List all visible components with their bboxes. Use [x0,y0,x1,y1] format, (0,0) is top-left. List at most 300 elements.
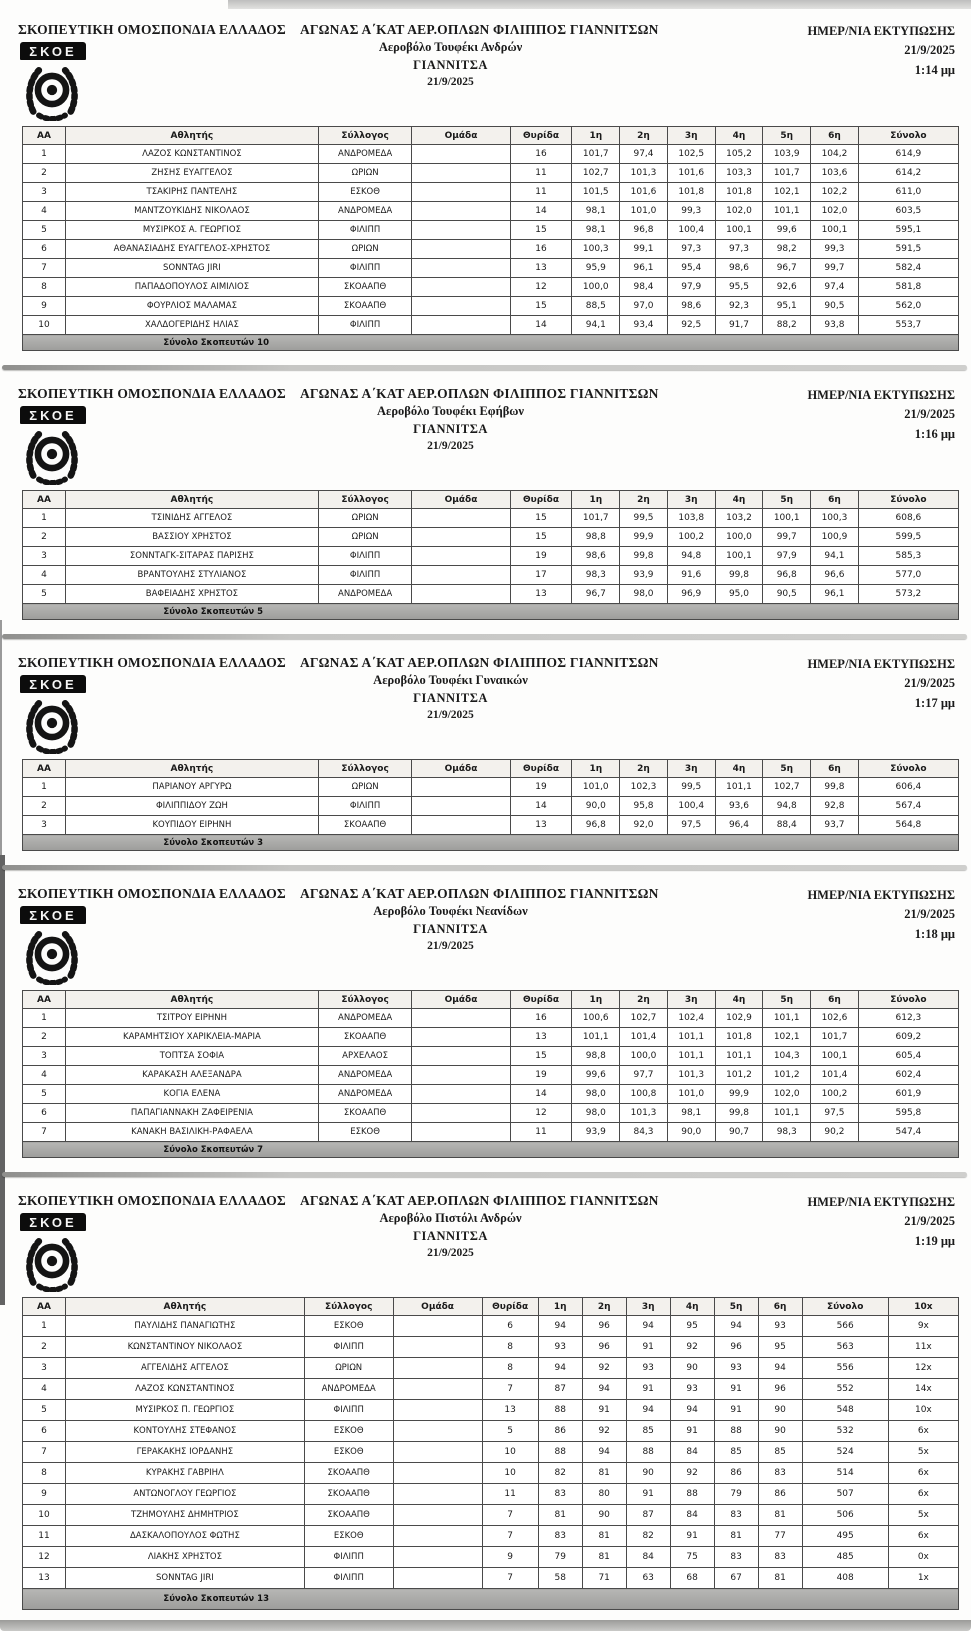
skoe-logo-banner: ΣΚΟΕ [20,675,86,693]
booth-cell: 17 [510,566,572,585]
series-6-cell: 94,1 [811,547,859,566]
table-row [23,1066,959,1085]
booth-cell: 8 [482,1358,538,1379]
series-2-cell: 98,4 [620,278,668,297]
series-1-cell: 101,1 [572,1028,620,1047]
series-4-cell: 75 [670,1547,714,1568]
booth-cell: 10 [482,1442,538,1463]
table-row [23,1568,959,1589]
team-cell [412,585,510,604]
booth-cell: 9 [482,1547,538,1568]
athlete-cell: ΚΩΝΣΤΑΝΤΙΝΟΥ ΝΙΚΟΛΑΟΣ [66,1337,305,1358]
total-cell: 532 [802,1421,888,1442]
rank-cell: 3 [23,1047,66,1066]
athlete-cell: ΠΑΡΙΑΝΟΥ ΑΡΓΥΡΩ [66,778,319,797]
column-header: 1η [572,991,620,1009]
column-header: Θυρίδα [510,760,572,778]
total-cell: 601,9 [858,1085,958,1104]
tens-cell: 12x [888,1358,958,1379]
table-row [23,528,959,547]
series-2-cell: 94 [582,1442,626,1463]
rank-cell: 4 [23,1379,66,1400]
total-cell: 605,4 [858,1047,958,1066]
series-3-cell: 97,5 [667,816,715,835]
booth-cell: 13 [482,1400,538,1421]
athlete-cell: ΤΟΠΤΣΑ ΣΟΦΙΑ [66,1047,319,1066]
print-info [807,22,955,80]
column-header: Σύνολο [802,1298,888,1316]
series-2-cell: 101,6 [620,183,668,202]
tens-cell: 6x [888,1421,958,1442]
series-2-cell: 102,3 [620,778,668,797]
series-5-cell: 91 [714,1379,758,1400]
results-table [22,126,959,351]
series-3-cell: 87 [626,1505,670,1526]
series-6-cell: 103,6 [811,164,859,183]
column-header: 4η [715,760,763,778]
series-6-cell: 96 [758,1379,802,1400]
series-3-cell: 96,9 [667,585,715,604]
series-4-cell: 101,1 [715,778,763,797]
federation-title: ΣΚΟΠΕΥΤΙΚΗ ΟΜΟΣΠΟΝΔΙΑ ΕΛΛΑΔΟΣ [18,386,286,401]
series-4-cell: 100,1 [715,547,763,566]
rank-cell: 1 [23,145,66,164]
column-header: ΑΑ [23,760,66,778]
print-label: ΗΜΕΡ/ΝΙΑ ΕΚΤΥΠΩΣΗΣ [807,657,955,671]
series-1-cell: 98,6 [572,547,620,566]
tens-cell: 14x [888,1379,958,1400]
series-1-cell: 98,8 [572,528,620,547]
series-3-cell: 63 [626,1568,670,1589]
series-6-cell: 97,5 [811,1104,859,1123]
team-cell [393,1484,482,1505]
team-cell [393,1463,482,1484]
series-4-cell: 102,0 [715,202,763,221]
athlete-cell: ΚΟΝΤΟΥΛΗΣ ΣΤΕΦΑΝΟΣ [66,1421,305,1442]
booth-cell: 14 [510,797,572,816]
series-6-cell: 86 [758,1484,802,1505]
booth-cell: 12 [510,1104,572,1123]
club-cell: ΣΚΟΑΑΠΘ [318,297,412,316]
team-cell [412,202,510,221]
series-5-cell: 95,1 [763,297,811,316]
booth-cell: 11 [482,1484,538,1505]
booth-cell: 13 [510,585,572,604]
total-cell: 595,8 [858,1104,958,1123]
event-location: ΓΙΑΝΝΙΤΣΑ [413,422,488,436]
series-2-cell: 92,0 [620,816,668,835]
column-header: 2η [620,127,668,145]
series-4-cell: 95,0 [715,585,763,604]
booth-cell: 7 [482,1526,538,1547]
series-6-cell: 90,2 [811,1123,859,1142]
total-cell: 507 [802,1484,888,1505]
club-cell: ΦΙΛΙΠΠ [318,259,412,278]
series-1-cell: 98,0 [572,1085,620,1104]
team-cell [412,1066,510,1085]
total-cell: 556 [802,1358,888,1379]
table-row [23,1104,959,1123]
column-header: 4η [715,491,763,509]
total-cell: 495 [802,1526,888,1547]
skoe-logo [18,675,92,759]
target-laurel-icon [22,1230,92,1297]
series-3-cell: 88 [626,1442,670,1463]
rank-cell: 1 [23,1009,66,1028]
athlete-cell: ΤΣΙΤΡΟΥ ΕΙΡΗΝΗ [66,1009,319,1028]
series-6-cell: 101,7 [811,1028,859,1047]
event-date: 21/9/2025 [427,709,474,721]
series-6-cell: 93 [758,1316,802,1337]
column-header: 2η [620,991,668,1009]
print-info [807,655,955,713]
column-header: Σύλλογος [318,127,412,145]
series-3-cell: 95,4 [667,259,715,278]
series-1-cell: 98,8 [572,1047,620,1066]
print-time: 1:19 μμ [914,1233,955,1248]
table-row [23,1316,959,1337]
competition-title: ΑΓΩΝΑΣ Α΄ΚΑΤ ΑΕΡ.ΟΠΛΩΝ ΦΙΛΙΠΠΟΣ ΓΙΑΝΝΙΤΣΩΝ [299,886,659,901]
column-header: Ομάδα [412,491,510,509]
team-cell [412,259,510,278]
series-3-cell: 97,9 [667,278,715,297]
series-4-cell: 93 [670,1379,714,1400]
event-title: Αεροβόλο Τουφέκι Νεανίδων [373,904,528,918]
print-date: 21/9/2025 [904,676,955,691]
series-1-cell: 96,7 [572,585,620,604]
team-cell [393,1568,482,1589]
series-5-cell: 98,2 [763,240,811,259]
column-header: 5η [714,1298,758,1316]
booth-cell: 6 [482,1316,538,1337]
series-1-cell: 101,7 [572,145,620,164]
total-cell: 564,8 [858,816,958,835]
team-cell [412,278,510,297]
table-footer-label: Σύνολο Σκοπευτών 13 [23,1589,959,1610]
series-1-cell: 83 [538,1484,582,1505]
athlete-cell: ΤΖΗΜΟΥΛΗΣ ΔΗΜΗΤΡΙΟΣ [66,1505,305,1526]
series-5-cell: 88,4 [763,816,811,835]
series-2-cell: 99,8 [620,547,668,566]
series-1-cell: 58 [538,1568,582,1589]
team-cell [412,797,510,816]
column-header: Σύνολο [858,127,958,145]
print-date: 21/9/2025 [904,1214,955,1229]
athlete-cell: ΚΑΡΑΚΑΣΗ ΑΛΕΞΑΝΔΡΑ [66,1066,319,1085]
series-3-cell: 100,4 [667,221,715,240]
series-3-cell: 101,8 [667,183,715,202]
series-1-cell: 88 [538,1400,582,1421]
target-laurel-icon [22,923,92,990]
booth-cell: 7 [482,1379,538,1400]
athlete-cell: SONNTAG JIRI [66,259,319,278]
total-cell: 606,4 [858,778,958,797]
total-cell: 591,5 [858,240,958,259]
team-cell [412,509,510,528]
series-5-cell: 88,2 [763,316,811,335]
team-cell [412,164,510,183]
athlete-cell: ΜΥΣΙΡΚΟΣ Π. ΓΕΩΡΓΙΟΣ [66,1400,305,1421]
booth-cell: 11 [510,164,572,183]
page-edge-artifact [0,1620,971,1631]
booth-cell: 13 [510,816,572,835]
athlete-cell: ΚΥΡΑΚΗΣ ΓΑΒΡΙΗΛ [66,1463,305,1484]
athlete-cell: ΒΑΦΕΙΑΔΗΣ ΧΡΗΣΤΟΣ [66,585,319,604]
total-cell: 611,0 [858,183,958,202]
booth-cell: 15 [510,1047,572,1066]
table-row [23,816,959,835]
total-cell: 547,4 [858,1123,958,1142]
table-header [23,760,959,778]
series-5-cell: 100,1 [763,509,811,528]
print-label: ΗΜΕΡ/ΝΙΑ ΕΚΤΥΠΩΣΗΣ [807,888,955,902]
series-3-cell: 82 [626,1526,670,1547]
booth-cell: 7 [482,1568,538,1589]
series-2-cell: 101,3 [620,1104,668,1123]
club-cell: ΑΝΔΡΟΜΕΔΑ [304,1379,393,1400]
skoe-logo-banner: ΣΚΟΕ [20,1213,86,1231]
rank-cell: 2 [23,164,66,183]
column-header: 6η [811,760,859,778]
club-cell: ΑΝΔΡΟΜΕΔΑ [318,1085,412,1104]
series-2-cell: 80 [582,1484,626,1505]
section-header [10,22,961,126]
total-cell: 563 [802,1337,888,1358]
booth-cell: 14 [510,202,572,221]
print-time: 1:16 μμ [914,426,955,441]
series-5-cell: 79 [714,1484,758,1505]
series-6-cell: 100,1 [811,1047,859,1066]
series-4-cell: 98,6 [715,259,763,278]
total-cell: 595,1 [858,221,958,240]
series-5-cell: 85 [714,1442,758,1463]
table-row [23,1028,959,1047]
column-header: 3η [667,127,715,145]
table-row [23,221,959,240]
skoe-logo [18,406,92,490]
club-cell: ΩΡΙΩΝ [318,509,412,528]
tens-cell: 5x [888,1442,958,1463]
total-cell: 599,5 [858,528,958,547]
series-4-cell: 100,1 [715,221,763,240]
club-cell: ΑΝΔΡΟΜΕΔΑ [318,1009,412,1028]
athlete-cell: ΧΑΛΔΟΓΕΡΙΔΗΣ ΗΛΙΑΣ [66,316,319,335]
total-cell: 612,3 [858,1009,958,1028]
series-5-cell: 94 [714,1316,758,1337]
table-row [23,1505,959,1526]
total-cell: 582,4 [858,259,958,278]
page-edge-artifact [2,865,967,870]
series-1-cell: 101,7 [572,509,620,528]
series-2-cell: 101,3 [620,164,668,183]
series-5-cell: 102,1 [763,183,811,202]
total-cell: 514 [802,1463,888,1484]
series-4-cell: 99,8 [715,566,763,585]
series-5-cell: 92,6 [763,278,811,297]
series-4-cell: 101,2 [715,1066,763,1085]
print-date: 21/9/2025 [904,907,955,922]
booth-cell: 15 [510,528,572,547]
total-cell: 485 [802,1547,888,1568]
column-header: Σύλλογος [318,491,412,509]
team-cell [412,145,510,164]
booth-cell: 5 [482,1421,538,1442]
series-2-cell: 99,1 [620,240,668,259]
club-cell: ΣΚΟΑΑΠΘ [304,1505,393,1526]
table-row [23,1421,959,1442]
series-4-cell: 91 [670,1421,714,1442]
series-6-cell: 94 [758,1358,802,1379]
series-3-cell: 100,4 [667,797,715,816]
column-header: 3η [626,1298,670,1316]
section-header [10,386,961,490]
series-3-cell: 93 [626,1358,670,1379]
club-cell: ΦΙΛΙΠΠ [304,1337,393,1358]
series-1-cell: 98,0 [572,1104,620,1123]
series-4-cell: 103,3 [715,164,763,183]
column-header: Θυρίδα [510,491,572,509]
series-5-cell: 96,7 [763,259,811,278]
series-1-cell: 82 [538,1463,582,1484]
event-location: ΓΙΑΝΝΙΤΣΑ [413,58,488,72]
total-cell: 566 [802,1316,888,1337]
booth-cell: 11 [510,183,572,202]
table-row [23,566,959,585]
total-cell: 614,9 [858,145,958,164]
rank-cell: 3 [23,1358,66,1379]
club-cell: ΦΙΛΙΠΠ [304,1547,393,1568]
athlete-cell: SONNTAG JIRI [66,1568,305,1589]
series-2-cell: 96,1 [620,259,668,278]
club-cell: ΑΝΔΡΟΜΕΔΑ [318,202,412,221]
series-1-cell: 94 [538,1358,582,1379]
club-cell: ΕΣΚΟΘ [304,1316,393,1337]
series-4-cell: 101,8 [715,1028,763,1047]
series-5-cell: 90,5 [763,585,811,604]
table-row [23,1442,959,1463]
table-header [23,491,959,509]
column-header: Αθλητής [66,127,319,145]
total-cell: 506 [802,1505,888,1526]
series-3-cell: 101,1 [667,1047,715,1066]
column-header: ΑΑ [23,491,66,509]
table-footer [23,335,959,351]
column-header: 6η [811,491,859,509]
total-cell: 408 [802,1568,888,1589]
series-4-cell: 84 [670,1505,714,1526]
tens-cell: 1x [888,1568,958,1589]
series-4-cell: 95 [670,1316,714,1337]
series-3-cell: 91,6 [667,566,715,585]
column-header: 5η [763,760,811,778]
target-laurel-icon [22,692,92,759]
series-6-cell: 97,4 [811,278,859,297]
series-5-cell: 83 [714,1547,758,1568]
federation-title: ΣΚΟΠΕΥΤΙΚΗ ΟΜΟΣΠΟΝΔΙΑ ΕΛΛΑΔΟΣ [18,655,286,670]
club-cell: ΕΣΚΟΘ [318,1123,412,1142]
table-row [23,1547,959,1568]
federation-title: ΣΚΟΠΕΥΤΙΚΗ ΟΜΟΣΠΟΝΔΙΑ ΕΛΛΑΔΟΣ [18,886,286,901]
series-3-cell: 102,4 [667,1009,715,1028]
column-header: 6η [811,127,859,145]
series-4-cell: 68 [670,1568,714,1589]
club-cell: ΦΙΛΙΠΠ [318,547,412,566]
series-4-cell: 103,2 [715,509,763,528]
series-3-cell: 99,5 [667,778,715,797]
event-date: 21/9/2025 [427,440,474,452]
series-5-cell: 101,1 [763,1009,811,1028]
rank-cell: 6 [23,240,66,259]
total-cell: 573,2 [858,585,958,604]
series-4-cell: 97,3 [715,240,763,259]
column-header: 5η [763,127,811,145]
club-cell: ΕΣΚΟΘ [304,1442,393,1463]
booth-cell: 15 [510,297,572,316]
series-3-cell: 102,5 [667,145,715,164]
team-cell [412,566,510,585]
column-header: 1η [572,127,620,145]
results-table [22,990,959,1158]
column-header: Σύνολο [858,991,958,1009]
section-header [10,1193,961,1297]
rank-cell: 2 [23,1028,66,1047]
club-cell: ΑΝΔΡΟΜΕΔΑ [318,145,412,164]
series-2-cell: 98,0 [620,585,668,604]
event-block [140,904,761,952]
print-label: ΗΜΕΡ/ΝΙΑ ΕΚΤΥΠΩΣΗΣ [807,24,955,38]
series-2-cell: 93,4 [620,316,668,335]
series-2-cell: 81 [582,1463,626,1484]
team-cell [393,1526,482,1547]
series-5-cell: 81 [714,1526,758,1547]
column-header: 2η [620,491,668,509]
print-date: 21/9/2025 [904,407,955,422]
series-1-cell: 81 [538,1505,582,1526]
print-label: ΗΜΕΡ/ΝΙΑ ΕΚΤΥΠΩΣΗΣ [807,388,955,402]
series-3-cell: 103,8 [667,509,715,528]
tens-cell: 6x [888,1463,958,1484]
print-date: 21/9/2025 [904,43,955,58]
series-3-cell: 97,3 [667,240,715,259]
rank-cell: 2 [23,797,66,816]
booth-cell: 19 [510,778,572,797]
column-header: Αθλητής [66,760,319,778]
table-row [23,297,959,316]
rank-cell: 6 [23,1421,66,1442]
series-5-cell: 83 [714,1505,758,1526]
rank-cell: 6 [23,1104,66,1123]
booth-cell: 14 [510,1085,572,1104]
series-6-cell: 93,8 [811,316,859,335]
rank-cell: 9 [23,297,66,316]
series-1-cell: 99,6 [572,1066,620,1085]
club-cell: ΣΚΟΑΑΠΘ [304,1463,393,1484]
rank-cell: 4 [23,566,66,585]
table-row [23,164,959,183]
table-row [23,278,959,297]
club-cell: ΕΣΚΟΘ [304,1421,393,1442]
club-cell: ΑΝΔΡΟΜΕΔΑ [318,585,412,604]
athlete-cell: ΖΗΣΗΣ ΕΥΑΓΓΕΛΟΣ [66,164,319,183]
series-6-cell: 95 [758,1337,802,1358]
athlete-cell: ΦΙΛΙΠΠΙΔΟΥ ΖΩΗ [66,797,319,816]
team-cell [393,1400,482,1421]
event-block [140,1211,761,1259]
athlete-cell: ΤΣΑΚΙΡΗΣ ΠΑΝΤΕΛΗΣ [66,183,319,202]
series-1-cell: 79 [538,1547,582,1568]
column-header: Σύνολο [858,760,958,778]
series-4-cell: 100,0 [715,528,763,547]
